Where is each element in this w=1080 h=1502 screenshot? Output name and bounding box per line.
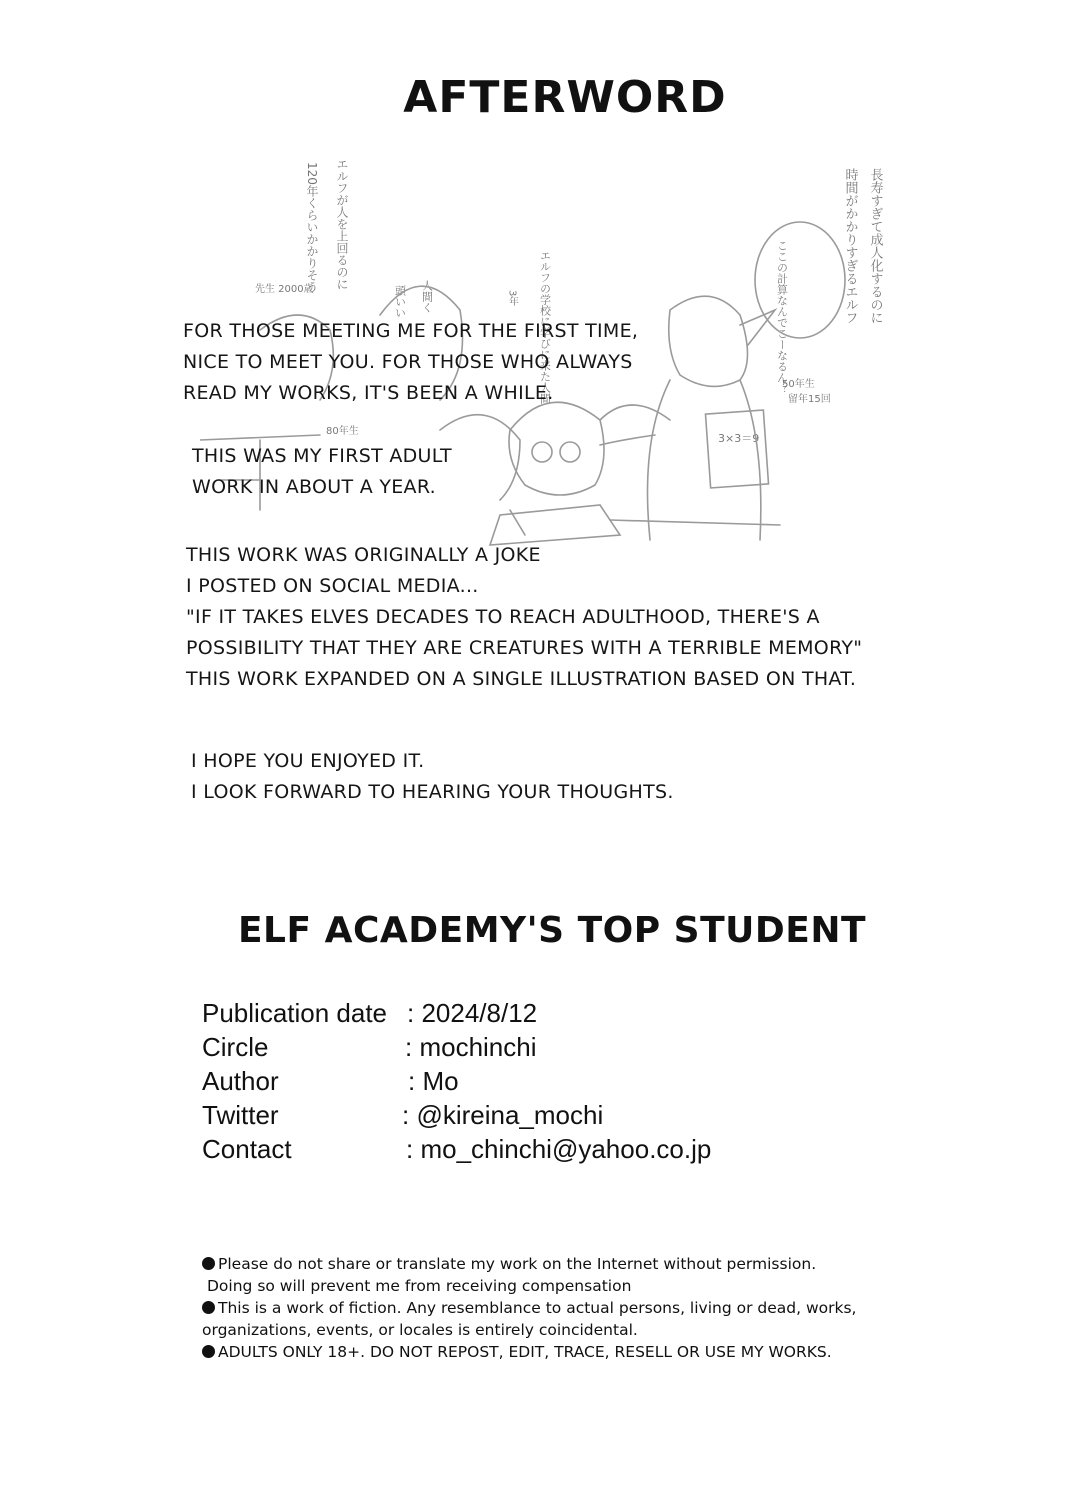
intro-line: READ MY WORKS, IT'S BEEN A WHILE.: [183, 382, 554, 404]
closing-line: I HOPE YOU ENJOYED IT.: [191, 750, 425, 772]
afterword-closing: [191, 746, 674, 808]
notice-line: Doing so will prevent me from receiving compensation: [207, 1277, 632, 1295]
note-age-teacher: 先生 2000歳: [255, 284, 314, 295]
note-bubble-head2: 人間く: [420, 280, 434, 313]
origin-line: I POSTED ON SOCIAL MEDIA...: [186, 575, 479, 597]
notice-text: ADULTS ONLY 18+. DO NOT REPOST, EDIT, TRACE, RESELL OR USE MY WORKS.: [218, 1343, 832, 1361]
info-value: : Mo: [408, 1066, 459, 1096]
origin-line: "IF IT TAKES ELVES DECADES TO REACH ADULTHOOD, THERE'S A: [186, 606, 820, 628]
note-jp-right-2: 時間がかかりすぎるエルフ: [842, 168, 858, 324]
origin-line: THIS WORK WAS ORIGINALLY A JOKE: [186, 544, 541, 566]
note-jp-right-1: 長寿すぎて成人化するのに: [867, 168, 883, 324]
paper-held: [705, 410, 768, 488]
first-adult-line: WORK IN ABOUT A YEAR.: [192, 476, 437, 498]
notice-text: Please do not share or translate my work on the Internet without permission.: [218, 1255, 817, 1273]
origin-line: POSSIBILITY THAT THEY ARE CREATURES WITH A TERRIBLE MEMORY": [186, 637, 863, 659]
info-value: : 2024/8/12: [407, 998, 538, 1028]
glasses-right: [560, 442, 580, 462]
notice-line: [202, 1297, 856, 1319]
note-age-50: 50年生: [782, 379, 815, 390]
notices: [202, 1253, 856, 1363]
notice-line: [202, 1253, 856, 1275]
note-repeat-count: 留年15回: [788, 394, 831, 405]
info-label: Twitter: [202, 1100, 279, 1130]
intro-line: NICE TO MEET YOU. FOR THOSE WHO ALWAYS: [183, 351, 633, 373]
info-value: : mochinchi: [405, 1032, 537, 1062]
bullet-icon: [202, 1301, 215, 1314]
notice-text: This is a work of fiction. Any resemblance to actual persons, living or dead, works,: [218, 1299, 857, 1317]
info-label: Publication date: [202, 998, 388, 1028]
elf-pointing-arm: [600, 435, 655, 445]
info-label: Circle: [202, 1032, 269, 1062]
origin-line: THIS WORK EXPANDED ON A SINGLE ILLUSTRATION BASED ON THAT.: [186, 668, 857, 690]
note-jp-mid-2: 3年: [506, 290, 518, 307]
intro-line: FOR THOSE MEETING ME FOR THE FIRST TIME,: [183, 320, 639, 342]
note-jp-left-2: エルフが人を上回るのに: [335, 158, 349, 290]
student-head-80: [440, 415, 520, 500]
glasses-left: [532, 442, 552, 462]
bullet-icon: [202, 1257, 215, 1270]
work-title: ELF ACADEMY'S TOP STUDENT: [237, 910, 867, 951]
info-label: Author: [202, 1066, 279, 1096]
first-adult-line: THIS WAS MY FIRST ADULT: [192, 445, 452, 467]
note-jp-mid-1: エルフの学校に学びに来た人間: [538, 250, 552, 404]
page-title: AFTERWORD: [403, 72, 727, 123]
notice-line: organizations, events, or locales is entirely coincidental.: [202, 1321, 638, 1339]
closing-line: I LOOK FORWARD TO HEARING YOUR THOUGHTS.: [191, 781, 674, 803]
main-student-head: [509, 402, 604, 495]
afterword-intro: [183, 316, 638, 409]
note-age-80: 80年生: [326, 426, 359, 437]
afterword-first-adult: [192, 441, 452, 503]
notice-line: [202, 1341, 856, 1363]
desk-book: [490, 505, 620, 545]
bullet-icon: [202, 1345, 215, 1358]
elf-teacher-robe: [648, 380, 761, 540]
afterword-origin: [186, 540, 862, 695]
speech-bubble-outline: [755, 222, 845, 338]
elf-teacher-head: [669, 296, 748, 386]
info-label: Contact: [202, 1134, 292, 1164]
desk-edge: [610, 520, 780, 525]
note-jp-left-1: 120年くらいかかりそう: [305, 162, 319, 293]
elf-teacher-ear: [740, 310, 775, 345]
note-speech-bubble: ここの計算なんでこーなるん？: [775, 240, 789, 394]
note-bubble-head: 頭いい: [393, 285, 407, 318]
info-value: : @kireina_mochi: [402, 1100, 604, 1130]
paper-math: 3×3＝9: [718, 432, 760, 445]
info-value: : mo_chinchi@yahoo.co.jp: [406, 1134, 712, 1164]
